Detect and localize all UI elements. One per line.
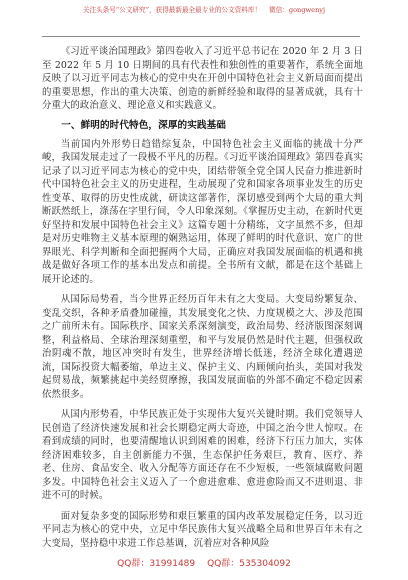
section-heading: 一、鲜明的时代特色，深厚的实践基础 — [61, 119, 226, 131]
body-paragraph: 从国内形势看，中华民族正处于实现伟大复兴关键时期。我们党领导人民创造了经济快速发展和社会长期稳定两大奇迹，中国之治今世人惊叹。在看到成绩的同时，也要清醒地认识到困难的困难，经济下行压力加大，实体经济困难较多，自主创新能力不强，生态保护任务艰巨，教育、医疗、养老、住房、食品安全、收入分配等方面还存在不少短板，一些领域腐败问题多发。中国特色社会主义迈入了一个愈进愈难、愈进愈险而又不进则退、非进不可的时候。 — [42, 409, 363, 501]
page-footer — [0, 556, 408, 569]
body-paragraph: 从国际局势看，当今世界正经历百年未有之大变局。大变局纷繁复杂、变乱交织，各种矛盾叠加碰撞，其发展变化之快、力度规模之大、涉及范围之广前所未有。国际秩序、国家关系深刻演变，政治局势、经济版图深刻调整，利益格局、全球治理深刻重塑，和平与发展仍然是时代主题，但强权政治阴魂不散，地区冲突时有发生，世界经济增长低迷，经济全球化遭遇逆流，国际投资大幅萎缩，单边主义、保护主义、内顾倾向抬头，美国对我发起贸易战，频繁挑起中美经贸摩擦，我国发展面临的外部不确定不稳定因素依然很多。 — [42, 294, 363, 400]
header-promo-text: 关注头条号“公文研究”，获得最新最全最专业的公文资料库！ — [82, 6, 262, 14]
page-header — [0, 6, 408, 15]
body-paragraph: 当前国内外形势日趋错综复杂，中国特色社会主义面临的挑战十分严峻，我国发展走过了一段极不平凡的历程。《习近平谈治国理政》第四卷真实记录了以习近平同志为核心的党中央，团结带领全党全国人民奋力推进新时代中国特色社会主义的历史进程，生动展现了党和国家各项事业发生的历史性变革、取得的历史性成就，研读这部著作，深切感受到两个大局的重大判断跃然纸上，涤荡在字里行间，令人印象深刻。《掌握历史主动，在新时代更好坚持和发展中国特色社会主义》这篇专题十分精练，文字虽然不多，但却是对历史唯物主义基本原理的娴熟运用，体现了鲜明的时代意识、宽广的世界眼光、科学判断和全面把握两个大局，正确应对我国发展面临的机遇和挑战是做好各项工作的基本出发点和前提。全书所有文献，都是在这个基础上展开论述的。 — [42, 138, 363, 285]
intro-paragraph: 《习近平谈治国理政》第四卷收入了习近平总书记在 2020 年 2 月 3 日至 2022 年 5 月 10 日期间的具有代表性和独创性的重要著作，系统全面地反映了以习近平同志为核心的党中央在开创中国特色社会主义新局面而提出的重要思想，作出的重大决策、创造的新鲜经验和取得的显著成就，具有十分重大的政治意义、理论意义和实践意义。 — [42, 46, 363, 111]
document-body — [42, 45, 363, 557]
footer-qq-group-2: QQ群：535304092 — [207, 559, 291, 569]
body-paragraph: 面对复杂多变的国际形势和艰巨繁重的国内改革发展稳定任务，以习近平同志为核心的党中央，立足中华民族伟大复兴战略全局和世界百年未有之大变局，坚持稳中求进工作总基调，沉着应对各种风险 — [42, 510, 363, 549]
header-divider — [42, 36, 360, 37]
header-wechat-text: 微信：gongwenyj — [269, 6, 326, 14]
footer-qq-group-1: QQ群：31991489 — [117, 559, 196, 569]
